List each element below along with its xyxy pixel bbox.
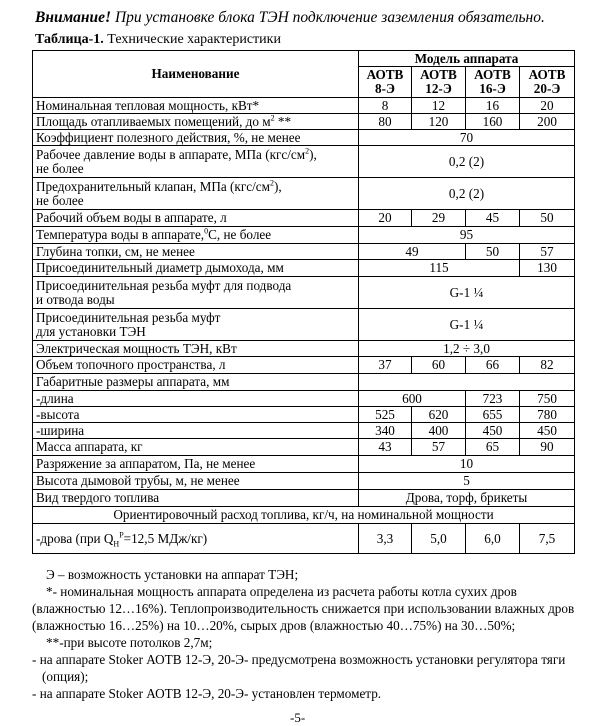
table-row: Разряжение за аппаратом, Па, не менее 10 bbox=[33, 456, 575, 473]
footnote-star: *- номинальная мощность аппарата определена из расчета работы котла сухих дров (влажностью 12…16%). Теплопроизводительность снижается при использовании влажных дров (влажностью 16…25%) на 10…20%, сырых дров (влажностью 40…75%) на 30…50%; bbox=[32, 584, 575, 633]
table-row: -дрова (при $Q_Н^Р=12,5$ МДж/кг) 3,3 5,0 6,0 7,5 bbox=[33, 524, 575, 554]
table-row: Рабочий объем воды в аппарате, л 20 29 45 50 bbox=[33, 210, 575, 227]
table-row: Объем топочного пространства, л 37 60 66 82 bbox=[33, 357, 575, 374]
table-row: Температура воды в аппарате,$^0$С, не более 95 bbox=[33, 227, 575, 244]
table-row: -длина 600 723 750 bbox=[33, 391, 575, 407]
header-model-col: АОТВ 12-Э bbox=[412, 67, 466, 98]
table-row: Площадь отапливаемых помещений, до $м^2$ ** 80 120 160 200 bbox=[33, 114, 575, 130]
table-row: Глубина топки, см, не менее 49 50 57 bbox=[33, 244, 575, 260]
footnotes bbox=[32, 566, 577, 702]
header-model-col: АОТВ 8-Э bbox=[359, 67, 412, 98]
table-row: -ширина 340 400 450 450 bbox=[33, 423, 575, 439]
warning-line bbox=[35, 9, 545, 27]
header-model: Модель аппарата bbox=[359, 51, 575, 67]
page-number: -5- bbox=[290, 710, 306, 725]
consumption-header-row: Ориентировочный расход топлива, кг/ч, на номинальной мощности bbox=[33, 507, 575, 524]
footnote-regulator: - на аппарате Stoker АОТВ 12-Э, 20-Э- предусмотрена возможность установки регулятора тяги (опция); bbox=[32, 652, 566, 684]
table-caption-number: Таблица-1. bbox=[35, 32, 104, 47]
table-row: Присоединительная резьба муфт для установки ТЭН G-1 ¼ bbox=[33, 309, 575, 341]
table-row: Габаритные размеры аппарата, мм bbox=[33, 374, 575, 391]
table-row: Номинальная тепловая мощность, кВт* 8 12 16 20 bbox=[33, 98, 575, 114]
table-row: Рабочее давление воды в аппарате, МПа $(кгс/см^2)$, не более 0,2 (2) bbox=[33, 146, 575, 178]
table-caption bbox=[35, 32, 281, 48]
table-caption-title: Технические характеристики bbox=[103, 32, 281, 47]
header-model-col: АОТВ 16-Э bbox=[466, 67, 520, 98]
table-row: Масса аппарата, кг 43 57 65 90 bbox=[33, 439, 575, 456]
footnote-e: Э – возможность установки на аппарат ТЭН; bbox=[46, 567, 299, 582]
warning-text: При установке блока ТЭН подключение заземления обязательно. bbox=[111, 9, 545, 26]
table-row: Электрическая мощность ТЭН, кВт 1,2 ÷ 3,0 bbox=[33, 341, 575, 357]
table-row: Предохранительный клапан, МПа $(кгс/см^2)$, не более 0,2 (2) bbox=[33, 178, 575, 210]
footnote-double-star: **-при высоте потолков 2,7м; bbox=[46, 635, 213, 650]
warning-label: Внимание! bbox=[35, 9, 112, 26]
table-row: Коэффициент полезного действия, %, не менее 70 bbox=[33, 130, 575, 146]
specifications-table bbox=[32, 50, 575, 554]
table-row: -высота 525 620 655 780 bbox=[33, 407, 575, 423]
footnote-thermometer: - на аппарате Stoker АОТВ 12-Э, 20-Э- установлен термометр. bbox=[32, 686, 382, 701]
table-row: Присоединительная резьба муфт для подвода и отвода воды G-1 ¼ bbox=[33, 277, 575, 309]
table-row: Вид твердого топлива Дрова, торф, брикеты bbox=[33, 490, 575, 507]
table-row: Высота дымовой трубы, м, не менее 5 bbox=[33, 473, 575, 490]
header-model-col: АОТВ 20-Э bbox=[520, 67, 575, 98]
header-name: Наименование bbox=[33, 51, 359, 98]
table-row: Присоединительный диаметр дымохода, мм 115 130 bbox=[33, 260, 575, 277]
